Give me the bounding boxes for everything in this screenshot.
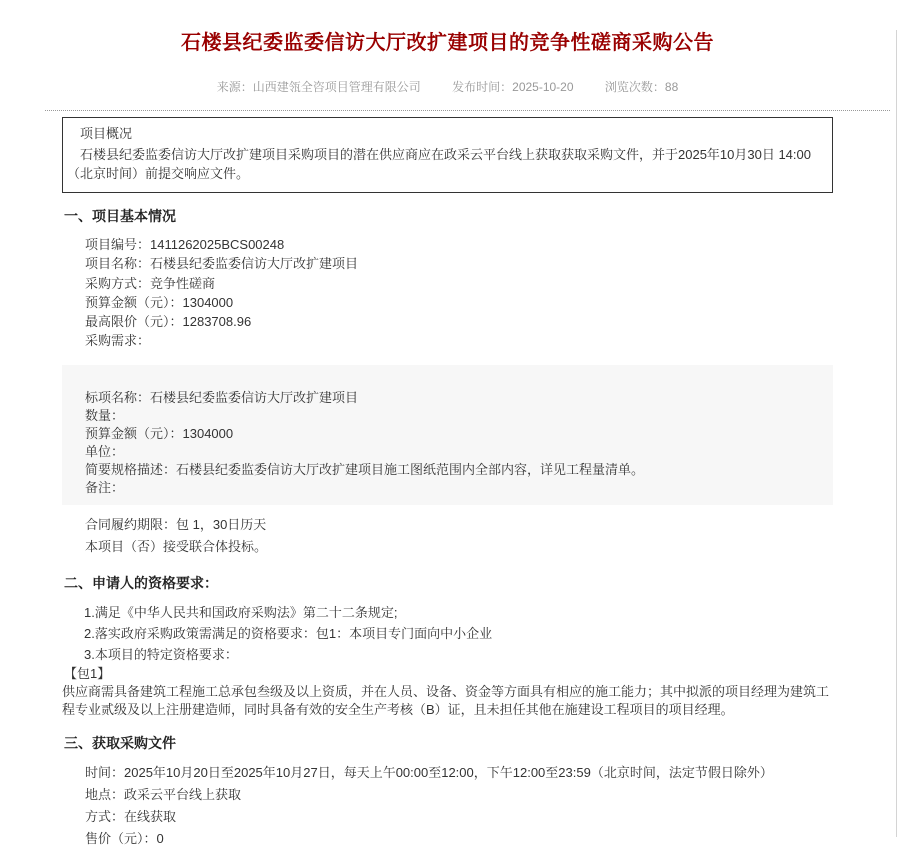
joint-bid-line: 本项目（否）接受联合体投标。 <box>85 538 268 554</box>
section3-field-list <box>62 762 833 850</box>
field-value: 石楼县纪委监委信访大厅改扩建项目 <box>150 389 359 405</box>
lot-quantity <box>85 407 813 425</box>
field-budget-amount <box>62 293 833 312</box>
field-value: 政采云平台线上获取 <box>124 786 242 802</box>
meta-views-value: 88 <box>664 80 679 94</box>
field-value: 石楼县纪委监委信访大厅改扩建项目 <box>150 256 359 272</box>
field-label: 预算金额（元）： <box>85 425 183 441</box>
field-label: 采购需求： <box>85 333 151 349</box>
field-procurement-demand <box>62 331 833 350</box>
overview-body: 石楼县纪委监委信访大厅改扩建项目采购项目的潜在供应商应在政采云平台线上获取获取采购文件，并于2025年10月30日 14:00（北京时间）前提交响应文件。 <box>67 147 811 181</box>
field-label: 采购方式： <box>85 275 151 291</box>
field-value: 1304000 <box>182 294 234 310</box>
field-value: 1411262025BCS00248 <box>150 237 285 252</box>
section3-heading: 三、获取采购文件 <box>64 734 176 751</box>
announcement-page <box>0 30 898 846</box>
lot-spec-description <box>85 461 813 479</box>
lot-remark <box>85 479 813 497</box>
dotted-separator <box>45 110 890 111</box>
field-value: 0 <box>156 830 164 846</box>
project-overview-box <box>62 117 833 193</box>
field-label: 方式： <box>85 808 125 824</box>
package1-tag: 【包1】 <box>64 665 111 681</box>
field-label: 最高限价（元）： <box>85 314 183 330</box>
field-value: 1304000 <box>182 425 234 441</box>
contract-period-line: 合同履约期限：包 1，30日历天 <box>85 516 267 532</box>
page-title: 石楼县纪委监委信访大厅改扩建项目的竞争性磋商采购公告 <box>181 32 714 54</box>
lot-unit <box>85 443 813 461</box>
field-procurement-method <box>62 274 833 293</box>
field-label: 数量： <box>85 407 125 423</box>
qualification-item-2: 2.落实政府采购政策需满足的资格要求：包1：本项目专门面向中小企业 <box>84 625 493 641</box>
meta-views-label: 浏览次数： <box>604 80 665 94</box>
field-value: 石楼县纪委监委信访大厅改扩建项目施工图纸范围内全部内容，详见工程量清单。 <box>176 461 645 477</box>
lot-detail-panel <box>62 365 833 505</box>
field-value: 2025年10月20日至2025年10月27日，每天上午00:00至12:00，下午12:00至23:59（北京时间，法定节假日除外） <box>124 764 773 780</box>
doc-method <box>62 806 833 828</box>
doc-location <box>62 784 833 806</box>
field-label: 售价（元）： <box>85 830 157 846</box>
qualification-list <box>62 602 833 665</box>
field-value: 竞争性磋商 <box>150 275 216 291</box>
package1-requirement-text: 供应商需具备建筑工程施工总承包叁级及以上资质，并在人员、设备、资金等方面具有相应的施工能力；其中拟派的项目经理为建筑工程专业贰级及以上注册建造师，同时具备有效的安全生产考核（B）证，且未担任其他在施建设工程项目的项目经理。 <box>62 683 830 718</box>
field-label: 备注： <box>85 479 125 495</box>
field-label: 项目名称： <box>85 256 151 272</box>
doc-time <box>62 762 833 784</box>
meta-views <box>605 80 678 94</box>
field-project-name <box>62 254 833 273</box>
field-label: 单位： <box>85 443 125 459</box>
qualification-item-1: 1.满足《中华人民共和国政府采购法》第二十二条规定; <box>84 604 398 620</box>
overview-heading: 项目概况 <box>80 126 133 141</box>
field-value: 1283708.96 <box>182 314 252 330</box>
field-max-price <box>62 312 833 331</box>
section1-heading: 一、项目基本情况 <box>64 208 176 224</box>
announcement-content <box>0 30 898 850</box>
field-label: 标项名称： <box>85 389 151 405</box>
field-label: 项目编号： <box>85 237 151 252</box>
section2-heading: 二、申请人的资格要求： <box>64 574 218 591</box>
meta-source-value: 山西建瓴全咨项目管理有限公司 <box>252 80 421 94</box>
field-label: 时间： <box>85 764 125 780</box>
meta-row <box>62 80 833 94</box>
section1-field-list <box>62 235 833 351</box>
page-right-border <box>896 30 897 837</box>
lot-name <box>85 389 813 407</box>
meta-source-label: 来源： <box>216 80 253 94</box>
qualification-item-3: 3.本项目的特定资格要求： <box>84 646 238 662</box>
meta-source <box>217 80 421 94</box>
meta-publish-label: 发布时间： <box>452 80 513 94</box>
field-value: 在线获取 <box>124 808 177 824</box>
field-project-number <box>62 235 833 254</box>
doc-price <box>62 828 833 850</box>
meta-publish-date <box>452 80 573 94</box>
field-label: 地点： <box>85 786 125 802</box>
field-label: 简要规格描述： <box>85 461 177 477</box>
meta-publish-value: 2025-10-20 <box>512 80 574 94</box>
field-label: 预算金额（元）： <box>85 294 183 310</box>
lot-budget <box>85 425 813 443</box>
